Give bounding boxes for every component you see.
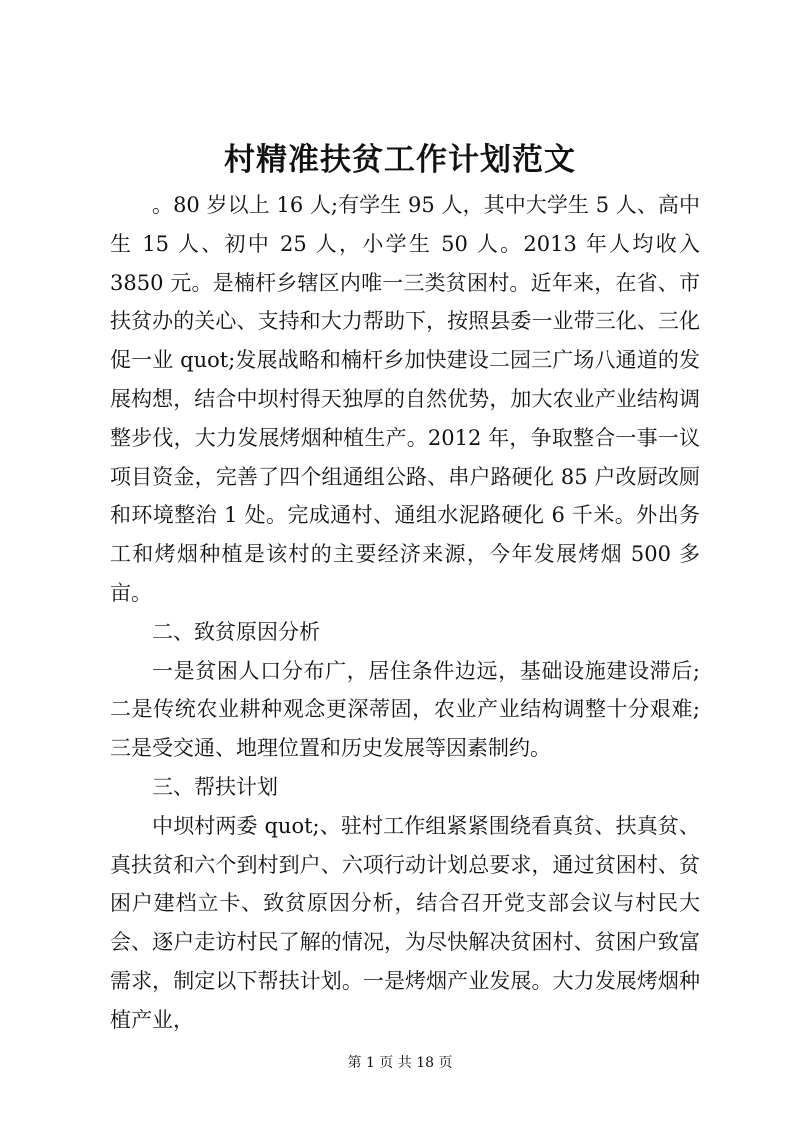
paragraph-village-overview: 。80 岁以上 16 人;有学生 95 人，其中大学生 5 人、高中生 15 人、初中 25 人，小学生 50 人。2013 年人均收入 3850 元。是楠杆乡辖区内唯一三类贫困村。近年来，在省、市扶贫办的关心、支持和大力帮助下，按照县委一业带三化、三化促一业 quot;发展战略和楠杆乡加快建设二园三广场八通道的发展构想，结合中坝村得天独厚的自然优势，加大农业产业结构调整步伐，大力发展烤烟种植生产。2012 年，争取整合一事一议项目资金，完善了四个组通组公路、串户路硬化 85 户改厨改厕和环境整治 1 处。完成通村、通组水泥路硬化 6 千米。外出务工和烤烟种植是该村的主要经济来源，今年发展烤烟 500 多亩。: [110, 193, 700, 605]
section-heading-poverty-causes: 二、致贫原因分析: [152, 619, 320, 644]
paragraph-poverty-causes: 一是贫困人口分布广，居住条件边远，基础设施建设滞后;二是传统农业耕种观念更深蒂固，农业产业结构调整十分艰难;三是受交通、地理位置和历史发展等因素制约。: [110, 658, 700, 761]
document-body: [110, 186, 700, 1040]
paragraph-assistance-plan: 中坝村两委 quot;、驻村工作组紧紧围绕看真贫、扶真贫、真扶贫和六个到村到户、六项行动计划总要求，通过贫困村、贫困户建档立卡、致贫原因分析，结合召开党支部会议与村民大会、逐户走访村民了解的情况，为尽快解决贫困村、贫困户致富需求，制定以下帮扶计划。一是烤烟产业发展。大力发展烤烟种植产业，: [110, 813, 700, 1032]
section-heading-assistance-plan: 三、帮扶计划: [152, 774, 278, 799]
document-title: 村精准扶贫工作计划范文: [224, 142, 576, 178]
page-footer: 第 1 页 共 18 页: [347, 1055, 453, 1071]
